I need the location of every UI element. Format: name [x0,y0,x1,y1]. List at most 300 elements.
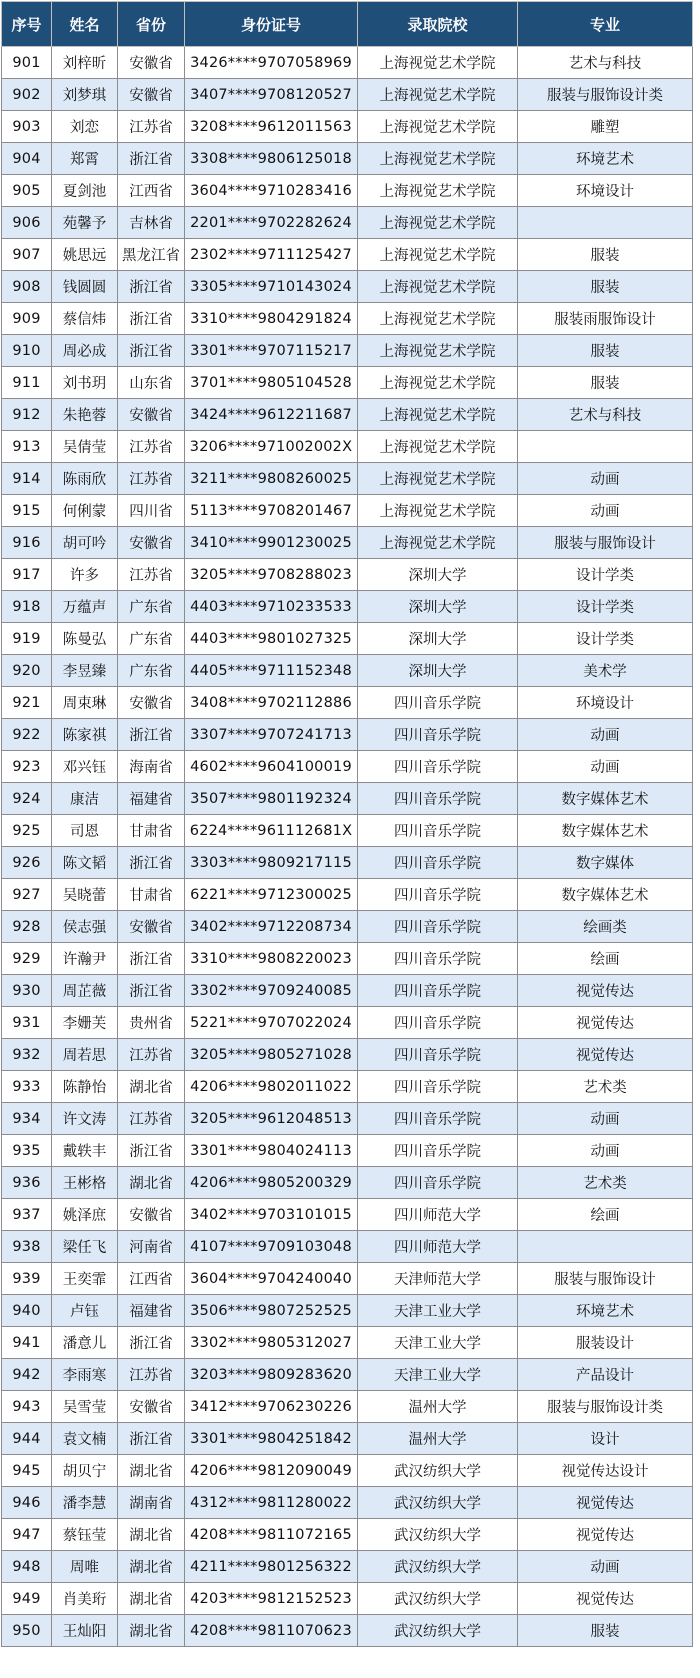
cell-school: 四川音乐学院 [358,943,518,975]
table-row [2,1487,693,1519]
cell-province: 安徽省 [118,911,185,943]
cell-school: 四川音乐学院 [358,1167,518,1199]
cell-school: 四川音乐学院 [358,911,518,943]
table-row [2,1455,693,1487]
cell-major: 视觉传达 [518,1519,693,1551]
cell-major: 动画 [518,1551,693,1583]
cell-index: 940 [2,1295,52,1327]
cell-index: 948 [2,1551,52,1583]
cell-major: 艺术与科技 [518,399,693,431]
cell-major: 服装与服饰设计类 [518,79,693,111]
cell-index: 910 [2,335,52,367]
cell-name: 王彬格 [52,1167,118,1199]
cell-name: 卢钰 [52,1295,118,1327]
table-row [2,943,693,975]
cell-id-number: 3701****9805104528 [185,367,358,399]
cell-index: 928 [2,911,52,943]
cell-school: 武汉纺织大学 [358,1551,518,1583]
cell-index: 913 [2,431,52,463]
cell-index: 942 [2,1359,52,1391]
cell-name: 王灿阳 [52,1615,118,1647]
table-row [2,1007,693,1039]
cell-name: 吴晓蕾 [52,879,118,911]
cell-index: 946 [2,1487,52,1519]
cell-id-number: 4405****9711152348 [185,655,358,687]
cell-school: 上海视觉艺术学院 [358,111,518,143]
cell-name: 周若思 [52,1039,118,1071]
cell-province: 安徽省 [118,79,185,111]
table-row [2,591,693,623]
cell-school: 上海视觉艺术学院 [358,463,518,495]
cell-school: 温州大学 [358,1423,518,1455]
table-row [2,1199,693,1231]
cell-school: 深圳大学 [358,591,518,623]
cell-index: 944 [2,1423,52,1455]
cell-school: 天津师范大学 [358,1263,518,1295]
cell-id-number: 3402****9712208734 [185,911,358,943]
cell-school: 四川音乐学院 [358,815,518,847]
cell-index: 925 [2,815,52,847]
cell-id-number: 3203****9809283620 [185,1359,358,1391]
cell-id-number: 6224****961112681X [185,815,358,847]
cell-index: 907 [2,239,52,271]
cell-index: 912 [2,399,52,431]
cell-major: 环境设计 [518,175,693,207]
cell-id-number: 4403****9710233533 [185,591,358,623]
cell-province: 湖北省 [118,1071,185,1103]
cell-province: 浙江省 [118,975,185,1007]
cell-major: 视觉传达 [518,1583,693,1615]
cell-index: 939 [2,1263,52,1295]
cell-school: 武汉纺织大学 [358,1615,518,1647]
cell-name: 陈静怡 [52,1071,118,1103]
cell-index: 904 [2,143,52,175]
cell-id-number: 3310****9808220023 [185,943,358,975]
table-row [2,335,693,367]
cell-school: 上海视觉艺术学院 [358,367,518,399]
cell-school: 天津工业大学 [358,1359,518,1391]
cell-name: 许文涛 [52,1103,118,1135]
table-row [2,111,693,143]
cell-school: 上海视觉艺术学院 [358,143,518,175]
cell-major: 服装 [518,335,693,367]
cell-major: 雕塑 [518,111,693,143]
cell-school: 上海视觉艺术学院 [358,335,518,367]
cell-index: 932 [2,1039,52,1071]
cell-name: 周唯 [52,1551,118,1583]
cell-major: 数字媒体艺术 [518,783,693,815]
cell-school: 上海视觉艺术学院 [358,271,518,303]
cell-school: 四川音乐学院 [358,847,518,879]
cell-province: 贵州省 [118,1007,185,1039]
cell-id-number: 4208****9811072165 [185,1519,358,1551]
cell-index: 926 [2,847,52,879]
table-row [2,783,693,815]
cell-name: 郑霄 [52,143,118,175]
table-row [2,655,693,687]
cell-id-number: 3303****9809217115 [185,847,358,879]
cell-index: 931 [2,1007,52,1039]
cell-name: 蔡信炜 [52,303,118,335]
cell-school: 四川师范大学 [358,1231,518,1263]
table-row [2,239,693,271]
cell-id-number: 4206****9812090049 [185,1455,358,1487]
cell-id-number: 3507****9801192324 [185,783,358,815]
table-row [2,1551,693,1583]
cell-major: 设计学类 [518,623,693,655]
cell-major: 环境艺术 [518,1295,693,1327]
cell-id-number: 6221****9712300025 [185,879,358,911]
header-id-number: 身份证号 [185,2,358,47]
cell-province: 吉林省 [118,207,185,239]
table-row [2,527,693,559]
cell-index: 911 [2,367,52,399]
table-row [2,1039,693,1071]
cell-name: 袁文楠 [52,1423,118,1455]
cell-major [518,431,693,463]
table-body [2,47,693,1647]
cell-index: 915 [2,495,52,527]
cell-name: 周束琳 [52,687,118,719]
cell-index: 935 [2,1135,52,1167]
cell-id-number: 3412****9706230226 [185,1391,358,1423]
cell-school: 上海视觉艺术学院 [358,495,518,527]
cell-id-number: 4312****9811280022 [185,1487,358,1519]
cell-index: 938 [2,1231,52,1263]
cell-index: 917 [2,559,52,591]
table-row [2,303,693,335]
cell-major: 服装与服饰设计 [518,527,693,559]
cell-province: 安徽省 [118,47,185,79]
cell-id-number: 4208****9811070623 [185,1615,358,1647]
cell-major: 视觉传达 [518,1007,693,1039]
cell-school: 武汉纺织大学 [358,1519,518,1551]
cell-index: 902 [2,79,52,111]
cell-school: 上海视觉艺术学院 [358,175,518,207]
header-index: 序号 [2,2,52,47]
cell-school: 武汉纺织大学 [358,1487,518,1519]
cell-index: 920 [2,655,52,687]
cell-school: 四川音乐学院 [358,1071,518,1103]
cell-id-number: 3205****9612048513 [185,1103,358,1135]
cell-major: 艺术类 [518,1167,693,1199]
table-row [2,911,693,943]
cell-school: 天津工业大学 [358,1327,518,1359]
table-row [2,1391,693,1423]
cell-name: 邓兴钰 [52,751,118,783]
cell-province: 江苏省 [118,1359,185,1391]
cell-name: 胡可吟 [52,527,118,559]
cell-province: 湖北省 [118,1455,185,1487]
cell-school: 上海视觉艺术学院 [358,431,518,463]
admissions-table [1,1,693,1647]
table-row [2,399,693,431]
cell-name: 李昱臻 [52,655,118,687]
cell-school: 上海视觉艺术学院 [358,303,518,335]
header-major: 专业 [518,2,693,47]
table-row [2,175,693,207]
cell-province: 浙江省 [118,847,185,879]
cell-name: 蔡钰莹 [52,1519,118,1551]
cell-school: 四川音乐学院 [358,719,518,751]
cell-id-number: 3410****9901230025 [185,527,358,559]
cell-index: 922 [2,719,52,751]
cell-id-number: 3310****9804291824 [185,303,358,335]
table-row [2,815,693,847]
cell-index: 905 [2,175,52,207]
table-row [2,1231,693,1263]
cell-major: 环境设计 [518,687,693,719]
cell-id-number: 3402****9703101015 [185,1199,358,1231]
cell-name: 戴轶丰 [52,1135,118,1167]
cell-province: 江苏省 [118,559,185,591]
cell-index: 901 [2,47,52,79]
cell-school: 四川音乐学院 [358,687,518,719]
cell-major: 数字媒体 [518,847,693,879]
cell-index: 909 [2,303,52,335]
cell-major: 服装 [518,239,693,271]
table-row [2,495,693,527]
cell-major: 动画 [518,463,693,495]
cell-school: 四川音乐学院 [358,783,518,815]
table-row [2,1103,693,1135]
cell-name: 梁任飞 [52,1231,118,1263]
cell-school: 上海视觉艺术学院 [358,239,518,271]
cell-index: 934 [2,1103,52,1135]
cell-index: 941 [2,1327,52,1359]
cell-province: 浙江省 [118,1423,185,1455]
cell-index: 924 [2,783,52,815]
cell-id-number: 2201****9702282624 [185,207,358,239]
table-row [2,1071,693,1103]
cell-province: 浙江省 [118,943,185,975]
table-row [2,1135,693,1167]
header-school: 录取院校 [358,2,518,47]
cell-province: 浙江省 [118,1135,185,1167]
cell-school: 武汉纺织大学 [358,1455,518,1487]
header-province: 省份 [118,2,185,47]
cell-id-number: 3305****9710143024 [185,271,358,303]
cell-id-number: 3424****9612211687 [185,399,358,431]
cell-name: 刘恋 [52,111,118,143]
table-row [2,431,693,463]
table-row [2,879,693,911]
cell-id-number: 3208****9612011563 [185,111,358,143]
cell-major: 动画 [518,1103,693,1135]
cell-name: 刘梓昕 [52,47,118,79]
cell-school: 上海视觉艺术学院 [358,47,518,79]
cell-province: 湖南省 [118,1487,185,1519]
cell-province: 湖北省 [118,1551,185,1583]
cell-id-number: 3604****9704240040 [185,1263,358,1295]
cell-school: 四川音乐学院 [358,1103,518,1135]
cell-province: 四川省 [118,495,185,527]
cell-name: 周必成 [52,335,118,367]
cell-province: 江西省 [118,175,185,207]
table-row [2,1327,693,1359]
cell-id-number: 3302****9709240085 [185,975,358,1007]
cell-school: 上海视觉艺术学院 [358,207,518,239]
cell-name: 陈曼弘 [52,623,118,655]
table-row [2,751,693,783]
table-row [2,1295,693,1327]
cell-major: 服装雨服饰设计 [518,303,693,335]
cell-province: 浙江省 [118,719,185,751]
cell-name: 康洁 [52,783,118,815]
cell-index: 947 [2,1519,52,1551]
cell-id-number: 4403****9801027325 [185,623,358,655]
cell-school: 四川音乐学院 [358,975,518,1007]
cell-id-number: 3205****9708288023 [185,559,358,591]
cell-index: 927 [2,879,52,911]
cell-id-number: 4211****9801256322 [185,1551,358,1583]
cell-school: 深圳大学 [358,623,518,655]
cell-major: 服装与服饰设计类 [518,1391,693,1423]
cell-name: 姚思远 [52,239,118,271]
cell-province: 广东省 [118,591,185,623]
table-row [2,623,693,655]
cell-school: 四川音乐学院 [358,1135,518,1167]
cell-index: 921 [2,687,52,719]
cell-id-number: 4107****9709103048 [185,1231,358,1263]
cell-major: 数字媒体艺术 [518,879,693,911]
cell-major: 动画 [518,495,693,527]
cell-id-number: 4206****9802011022 [185,1071,358,1103]
cell-province: 湖北省 [118,1519,185,1551]
cell-id-number: 3301****9707115217 [185,335,358,367]
cell-id-number: 5221****9707022024 [185,1007,358,1039]
cell-province: 江西省 [118,1263,185,1295]
cell-name: 朱艳蓉 [52,399,118,431]
cell-major: 服装 [518,367,693,399]
cell-major: 动画 [518,1135,693,1167]
cell-name: 周芷薇 [52,975,118,1007]
cell-major: 动画 [518,719,693,751]
cell-province: 湖北省 [118,1615,185,1647]
cell-school: 温州大学 [358,1391,518,1423]
cell-province: 浙江省 [118,271,185,303]
cell-name: 司恩 [52,815,118,847]
cell-major [518,207,693,239]
cell-major: 视觉传达 [518,975,693,1007]
table-row [2,271,693,303]
cell-index: 943 [2,1391,52,1423]
cell-province: 甘肃省 [118,815,185,847]
cell-name: 李姗芙 [52,1007,118,1039]
table-row [2,207,693,239]
cell-province: 河南省 [118,1231,185,1263]
cell-index: 950 [2,1615,52,1647]
cell-id-number: 4206****9805200329 [185,1167,358,1199]
cell-school: 武汉纺织大学 [358,1583,518,1615]
table-row [2,47,693,79]
table-row [2,719,693,751]
cell-province: 广东省 [118,655,185,687]
cell-province: 海南省 [118,751,185,783]
table-row [2,975,693,1007]
cell-index: 906 [2,207,52,239]
cell-id-number: 4203****9812152523 [185,1583,358,1615]
header-row [2,2,693,47]
cell-major: 设计 [518,1423,693,1455]
table-row [2,687,693,719]
cell-major: 美术学 [518,655,693,687]
cell-province: 安徽省 [118,1391,185,1423]
cell-major: 产品设计 [518,1359,693,1391]
cell-province: 江苏省 [118,1039,185,1071]
cell-major: 艺术与科技 [518,47,693,79]
cell-index: 949 [2,1583,52,1615]
cell-name: 胡贝宁 [52,1455,118,1487]
cell-school: 天津工业大学 [358,1295,518,1327]
cell-major [518,1231,693,1263]
cell-index: 908 [2,271,52,303]
cell-major: 服装 [518,271,693,303]
header-name: 姓名 [52,2,118,47]
cell-province: 安徽省 [118,527,185,559]
cell-province: 江苏省 [118,431,185,463]
cell-index: 933 [2,1071,52,1103]
table-row [2,1615,693,1647]
cell-major: 动画 [518,751,693,783]
table-row [2,847,693,879]
cell-major: 设计学类 [518,591,693,623]
table-row [2,1423,693,1455]
cell-index: 919 [2,623,52,655]
cell-province: 广东省 [118,623,185,655]
cell-name: 刘梦琪 [52,79,118,111]
cell-major: 服装 [518,1615,693,1647]
cell-major: 艺术类 [518,1071,693,1103]
cell-name: 钱圆圆 [52,271,118,303]
cell-province: 江苏省 [118,111,185,143]
cell-index: 945 [2,1455,52,1487]
cell-major: 绘画 [518,943,693,975]
cell-index: 916 [2,527,52,559]
cell-name: 苑馨予 [52,207,118,239]
cell-province: 福建省 [118,783,185,815]
cell-province: 福建省 [118,1295,185,1327]
cell-province: 安徽省 [118,687,185,719]
cell-id-number: 3408****9702112886 [185,687,358,719]
cell-id-number: 4602****9604100019 [185,751,358,783]
cell-name: 刘书玥 [52,367,118,399]
cell-index: 914 [2,463,52,495]
cell-province: 安徽省 [118,1199,185,1231]
cell-index: 930 [2,975,52,1007]
cell-major: 数字媒体艺术 [518,815,693,847]
cell-school: 四川音乐学院 [358,879,518,911]
cell-school: 四川音乐学院 [358,1007,518,1039]
table-row [2,367,693,399]
table-row [2,1359,693,1391]
table-row [2,1519,693,1551]
table-row [2,1167,693,1199]
cell-name: 潘李慧 [52,1487,118,1519]
cell-index: 936 [2,1167,52,1199]
cell-province: 浙江省 [118,143,185,175]
table-row [2,463,693,495]
cell-school: 深圳大学 [358,559,518,591]
cell-name: 吴倩莹 [52,431,118,463]
cell-name: 陈文韬 [52,847,118,879]
cell-name: 潘意儿 [52,1327,118,1359]
cell-name: 何俐蒙 [52,495,118,527]
cell-province: 湖北省 [118,1167,185,1199]
cell-id-number: 5113****9708201467 [185,495,358,527]
table-row [2,1263,693,1295]
cell-id-number: 3301****9804251842 [185,1423,358,1455]
